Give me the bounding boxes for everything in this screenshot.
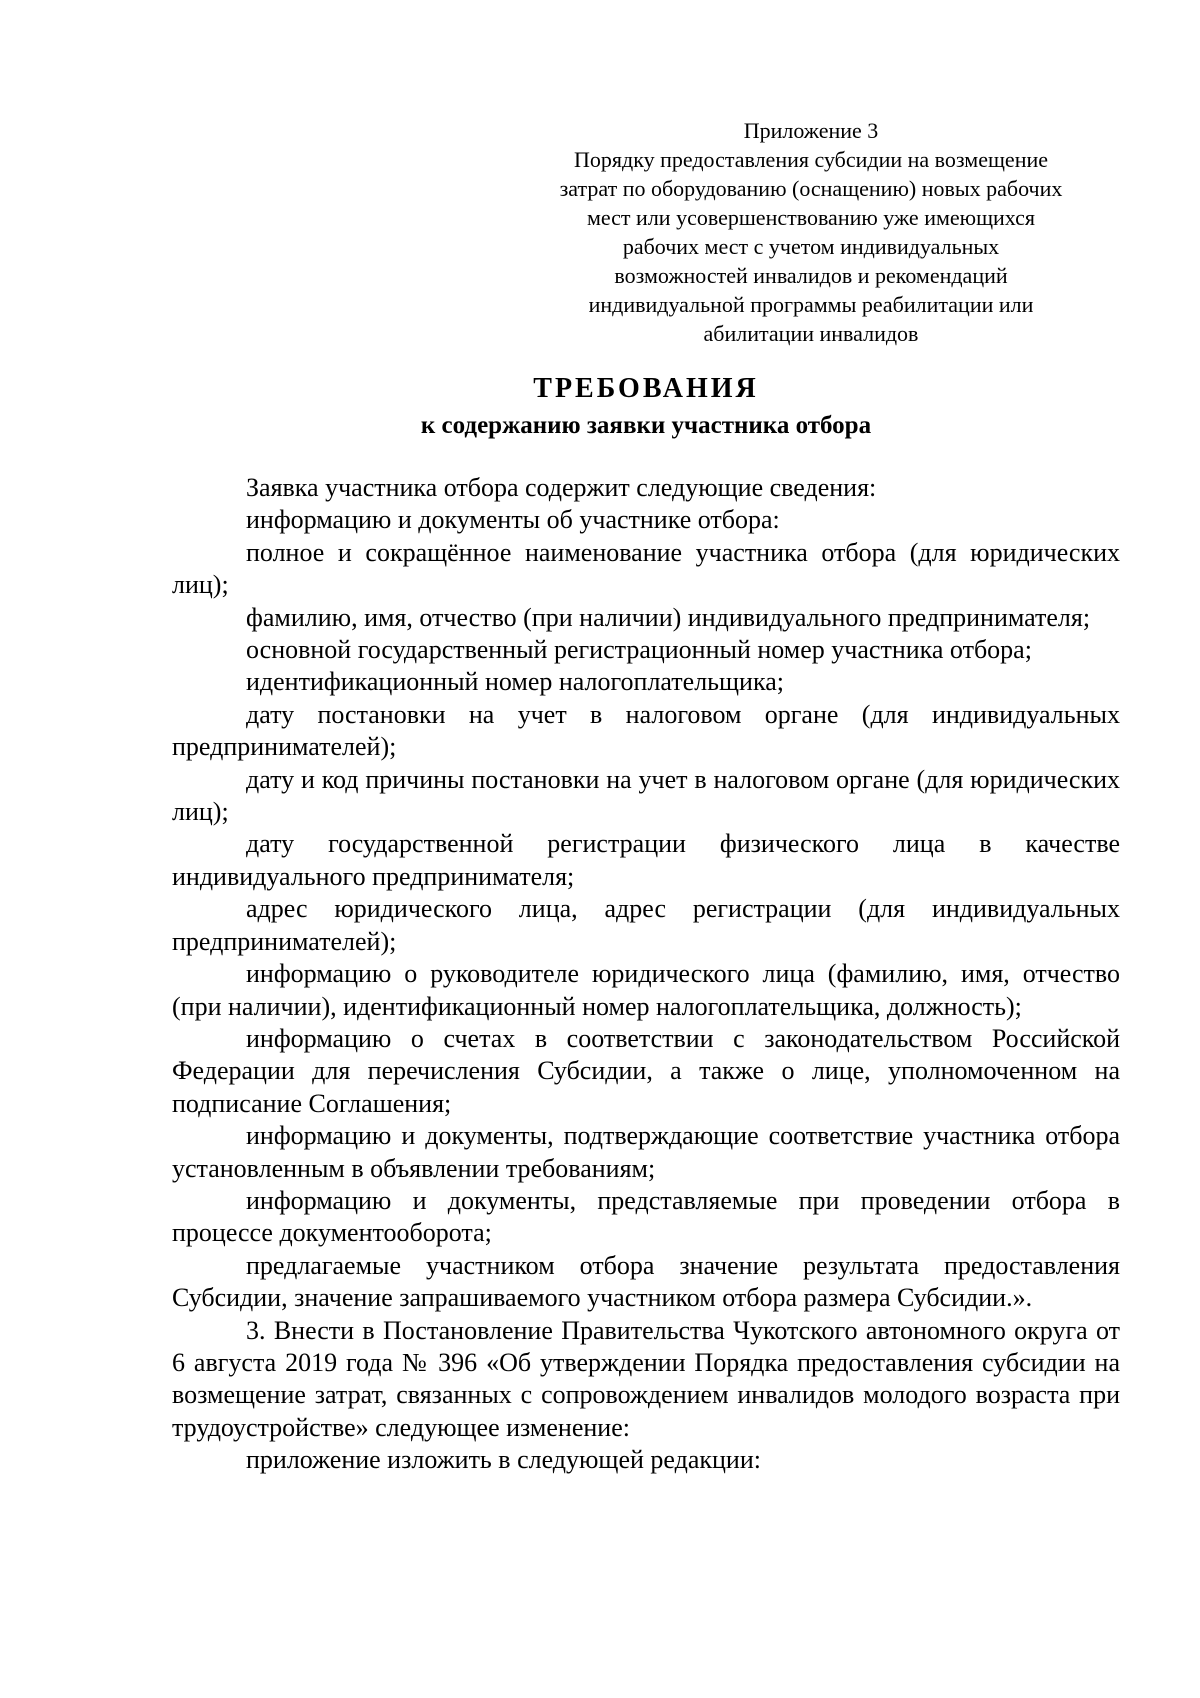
paragraph: информацию о счетах в соответствии с законодательством Российской Федерации для перечисления Субсидии, а также о лице, уполномоченном на подписание Соглашения;	[172, 1023, 1120, 1118]
paragraph: информацию и документы об участнике отбора:	[246, 505, 780, 535]
paragraph: приложение изложить в следующей редакции:	[246, 1445, 761, 1475]
paragraph: основной государственный регистрационный номер участника отбора;	[246, 635, 1032, 665]
paragraph: полное и сокращённое наименование участника отбора (для юридических лиц);	[172, 537, 1120, 600]
paragraph: дату государственной регистрации физического лица в качестве индивидуального предпринимателя;	[172, 829, 1120, 891]
paragraph: Заявка участника отбора содержит следующие сведения:	[246, 473, 877, 502]
paragraph: дату и код причины постановки на учет в налоговом органе (для юридических лиц);	[172, 764, 1120, 827]
document-title: ТРЕБОВАНИЯ	[533, 373, 759, 404]
appendix-line: Порядку предоставления субсидии на возмещение	[574, 147, 1048, 172]
paragraph: 3. Внести в Постановление Правительства Чукотского автономного округа от 6 августа 2019 года № 396 «Об утверждении Порядка предоставления субсидии на возмещение затрат, связанных с сопровождением инвалидов молодого возраста при трудоустройстве» следующее изменение:	[172, 1315, 1120, 1442]
appendix-line: возможностей инвалидов и рекомендаций	[614, 263, 1008, 288]
appendix-line: абилитации инвалидов	[703, 321, 919, 346]
document-subtitle: к содержанию заявки участника отбора	[420, 412, 872, 439]
appendix-line: рабочих мест с учетом индивидуальных	[622, 234, 1000, 259]
paragraph: информацию о руководителе юридического лица (фамилию, имя, отчество (при наличии), идентификационный номер налогоплательщика, должность);	[172, 959, 1120, 1021]
paragraph: адрес юридического лица, адрес регистрации (для индивидуальных предпринимателей);	[172, 894, 1120, 956]
paragraph: идентификационный номер налогоплательщика;	[246, 667, 784, 697]
appendix-line: мест или усовершенствованию уже имеющихся	[586, 205, 1036, 230]
paragraph: дату постановки на учет в налоговом органе (для индивидуальных предпринимателей);	[172, 699, 1120, 762]
appendix-line: затрат по оборудованию (оснащению) новых рабочих	[559, 176, 1063, 201]
paragraph: информацию и документы, подтверждающие соответствие участника отбора установленным в объявлении требованиям;	[172, 1121, 1120, 1183]
appendix-line: индивидуальной программы реабилитации или	[588, 292, 1034, 317]
appendix-line: Приложение 3	[743, 118, 879, 143]
paragraph: фамилию, имя, отчество (при наличии) индивидуального предпринимателя;	[246, 602, 1091, 632]
appendix-block	[556, 116, 1066, 348]
paragraph: информацию и документы, представляемые при проведении отбора в процессе документооборота;	[172, 1185, 1120, 1248]
paragraph: предлагаемые участником отбора значение результата предоставления Субсидии, значение запрашиваемого участником отбора размера Субсидии.».	[172, 1250, 1120, 1313]
document-body	[172, 472, 1120, 1477]
